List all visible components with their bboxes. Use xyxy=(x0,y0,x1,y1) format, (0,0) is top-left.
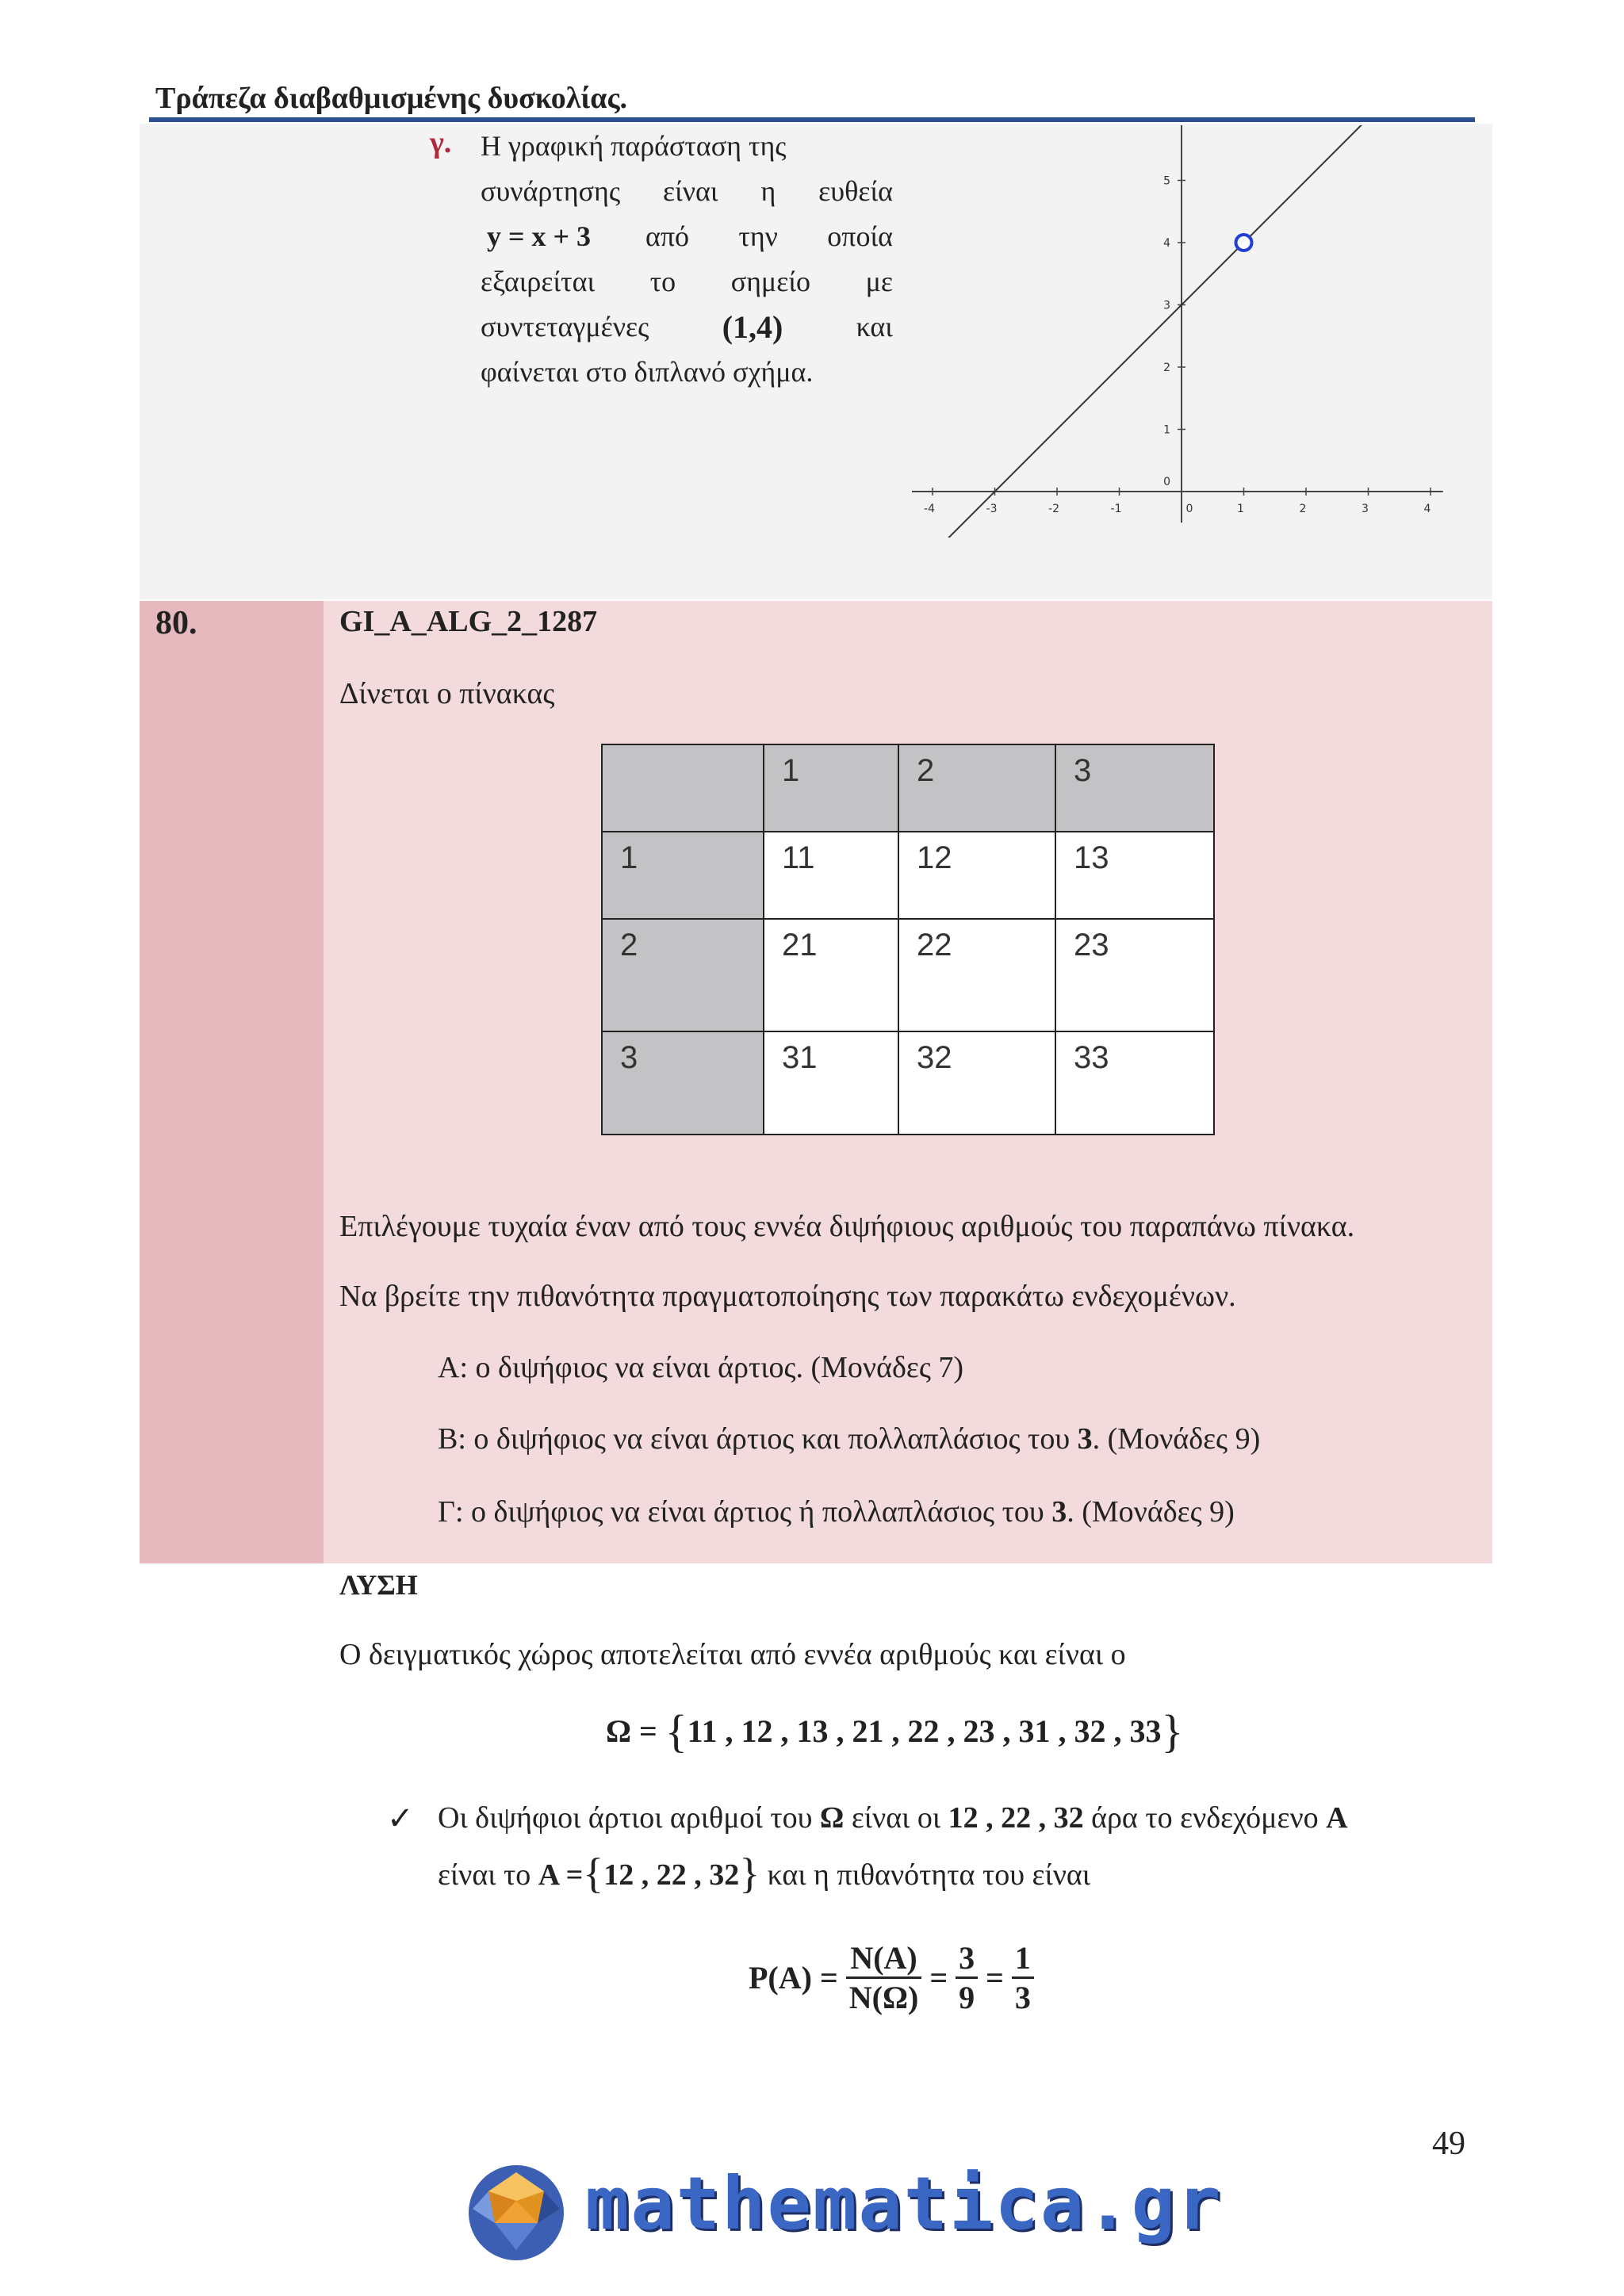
bullet-1-text: άρα το ενδεχόμενο xyxy=(1091,1801,1319,1835)
x-tick-label: 0 xyxy=(1185,503,1193,515)
brace-close: } xyxy=(739,1850,760,1897)
table-cell: 21 xyxy=(764,919,898,1031)
brace-open: { xyxy=(583,1850,604,1897)
gamma-line xyxy=(481,350,893,395)
even-numbers: 12 , 22 , 32 xyxy=(948,1801,1084,1835)
sample-space xyxy=(606,1705,1183,1758)
fraction-result xyxy=(1012,1939,1034,2016)
y-tick-label: 5 xyxy=(1163,174,1170,188)
x-tick-label: -4 xyxy=(924,503,935,515)
brace-open: { xyxy=(665,1705,688,1757)
problem-number-column xyxy=(140,601,324,1563)
table-row xyxy=(602,744,1214,832)
gamma-line-5-tail: και xyxy=(856,311,893,342)
table-cell: 12 xyxy=(898,832,1055,919)
event-a-symbol: Α xyxy=(1326,1801,1348,1835)
fraction-denominator: N(Ω) xyxy=(848,1980,919,2015)
event-g-points: . (Μονάδες 9) xyxy=(1067,1495,1235,1529)
fraction-denominator: 9 xyxy=(959,1980,975,2015)
gamma-line xyxy=(481,214,893,259)
equation: y = x + 3 xyxy=(487,220,592,252)
page-header-title: Τράπεζα διαβαθμισμένης δυσκολίας. xyxy=(155,82,627,115)
x-tick-label: -1 xyxy=(1110,503,1122,515)
table-header-cell: 2 xyxy=(898,744,1055,832)
header-rule xyxy=(149,117,1475,122)
y-tick-label: 3 xyxy=(1163,299,1170,312)
gamma-line-5-head: συντεταγμένες xyxy=(481,311,649,342)
formula-lhs: P(A) = xyxy=(749,1960,838,1996)
bullet-2-text: είναι το xyxy=(438,1858,531,1892)
function-graph xyxy=(912,125,1467,538)
table-row-header: 3 xyxy=(602,1031,764,1135)
table-header-cell: 1 xyxy=(764,744,898,832)
bullet-2-line xyxy=(438,1850,1091,1897)
gamma-line xyxy=(481,169,893,214)
event-a: Α: ο διψήφιος να είναι άρτιος. (Μονάδες 7) xyxy=(438,1351,964,1384)
solution-intro: Ο δειγματικός χώρος αποτελείται από εννέα αριθμούς και είναι ο xyxy=(339,1638,1126,1671)
table-row-header: 1 xyxy=(602,832,764,919)
table-header-cell: 3 xyxy=(1055,744,1214,832)
event-g xyxy=(438,1494,1235,1530)
gamma-line xyxy=(481,124,893,169)
logo-text: mathematica.gr xyxy=(585,2161,1223,2246)
table-row xyxy=(602,832,1214,919)
probability-formula xyxy=(749,1939,1034,2016)
y-tick-label: 2 xyxy=(1163,362,1170,374)
number-table xyxy=(601,744,1215,1135)
event-a-elements: 12 , 22 , 32 xyxy=(603,1858,740,1892)
part-gamma-text xyxy=(481,124,893,395)
event-g-number: 3 xyxy=(1051,1495,1067,1529)
gamma-line-6: φαίνεται στο διπλανό σχήμα. xyxy=(481,356,814,388)
event-b xyxy=(438,1421,1260,1457)
table-corner-cell xyxy=(602,744,764,832)
gamma-line-3-tail: από την οποία xyxy=(645,220,893,252)
solution-title: ΛΥΣΗ xyxy=(339,1569,418,1601)
event-g-text: Γ: ο διψήφιος να είναι άρτιος ή πολλαπλάσιος του xyxy=(438,1495,1044,1529)
function-line xyxy=(912,125,1369,538)
fraction-numerator: 3 xyxy=(956,1939,978,1979)
event-b-points: . (Μονάδες 9) xyxy=(1092,1422,1261,1456)
table-cell: 13 xyxy=(1055,832,1214,919)
fraction-counts xyxy=(846,1939,922,2016)
x-tick-label: -2 xyxy=(1048,503,1059,515)
table-cell: 32 xyxy=(898,1031,1055,1135)
table-cell: 23 xyxy=(1055,919,1214,1031)
y-tick-label: 4 xyxy=(1163,237,1170,250)
table-cell: 22 xyxy=(898,919,1055,1031)
x-tick-label: 2 xyxy=(1299,503,1307,515)
gamma-line xyxy=(481,259,893,304)
event-a-lhs: Α = xyxy=(538,1858,584,1892)
table-row xyxy=(602,919,1214,1031)
event-b-text: Β: ο διψήφιος να είναι άρτιος και πολλαπλάσιος του xyxy=(438,1422,1071,1456)
bullet-1-text: Οι διψήφιοι άρτιοι αριθμοί του xyxy=(438,1801,813,1835)
sample-space-elements: 11 , 12 , 13 , 21 , 22 , 23 , 31 , 32 , 33 xyxy=(687,1713,1162,1749)
x-tick-label: 4 xyxy=(1423,503,1431,515)
omega-symbol: Ω xyxy=(819,1801,845,1835)
table-cell: 11 xyxy=(764,832,898,919)
gamma-line-2: συνάρτησης είναι η ευθεία xyxy=(481,175,893,207)
table-cell: 33 xyxy=(1055,1031,1214,1135)
gamma-line xyxy=(481,304,893,350)
problem-text-1: Επιλέγουμε τυχαία έναν από τους εννέα διψήφιους αριθμούς του παραπάνω πίνακα. xyxy=(339,1210,1355,1243)
bullet-1-text: είναι οι xyxy=(851,1801,941,1835)
table-row-header: 2 xyxy=(602,919,764,1031)
equals-sign: = xyxy=(929,1960,948,1996)
page-number: 49 xyxy=(1432,2126,1465,2162)
gamma-line-1: Η γραφική παράσταση της xyxy=(481,130,787,162)
fraction-values xyxy=(956,1939,978,2016)
fraction-numerator: N(A) xyxy=(846,1939,922,1979)
brace-close: } xyxy=(1161,1705,1184,1757)
bullet-2-text: και η πιθανότητα του είναι xyxy=(767,1858,1091,1892)
part-gamma-label: γ. xyxy=(430,126,452,159)
origin-label: 0 xyxy=(1163,476,1170,488)
bullet-1-line xyxy=(438,1800,1348,1836)
equals-sign: = xyxy=(986,1960,1004,1996)
x-tick-label: -3 xyxy=(986,503,998,515)
fraction-denominator: 3 xyxy=(1014,1980,1031,2015)
problem-intro: Δίνεται ο πίνακας xyxy=(339,677,555,710)
point-coordinates: (1,4) xyxy=(722,309,783,345)
fraction-numerator: 1 xyxy=(1012,1939,1034,1979)
excluded-point-marker xyxy=(1236,235,1252,251)
table-cell: 31 xyxy=(764,1031,898,1135)
gamma-line-4: εξαιρείται το σημείο με xyxy=(481,266,893,297)
problem-text-2: Να βρείτε την πιθανότητα πραγματοποίησης των παρακάτω ενδεχομένων. xyxy=(339,1280,1236,1313)
problem-number: 80. xyxy=(155,605,197,641)
x-tick-label: 3 xyxy=(1362,503,1369,515)
x-tick-label: 1 xyxy=(1237,503,1244,515)
y-tick-label: 1 xyxy=(1163,423,1170,437)
logo-icon xyxy=(465,2161,568,2264)
event-b-number: 3 xyxy=(1077,1422,1093,1456)
sample-space-lhs: Ω = xyxy=(606,1713,657,1749)
table-row xyxy=(602,1031,1214,1135)
problem-code: GI_A_ALG_2_1287 xyxy=(339,605,598,638)
checkmark-icon: ✓ xyxy=(387,1800,414,1836)
